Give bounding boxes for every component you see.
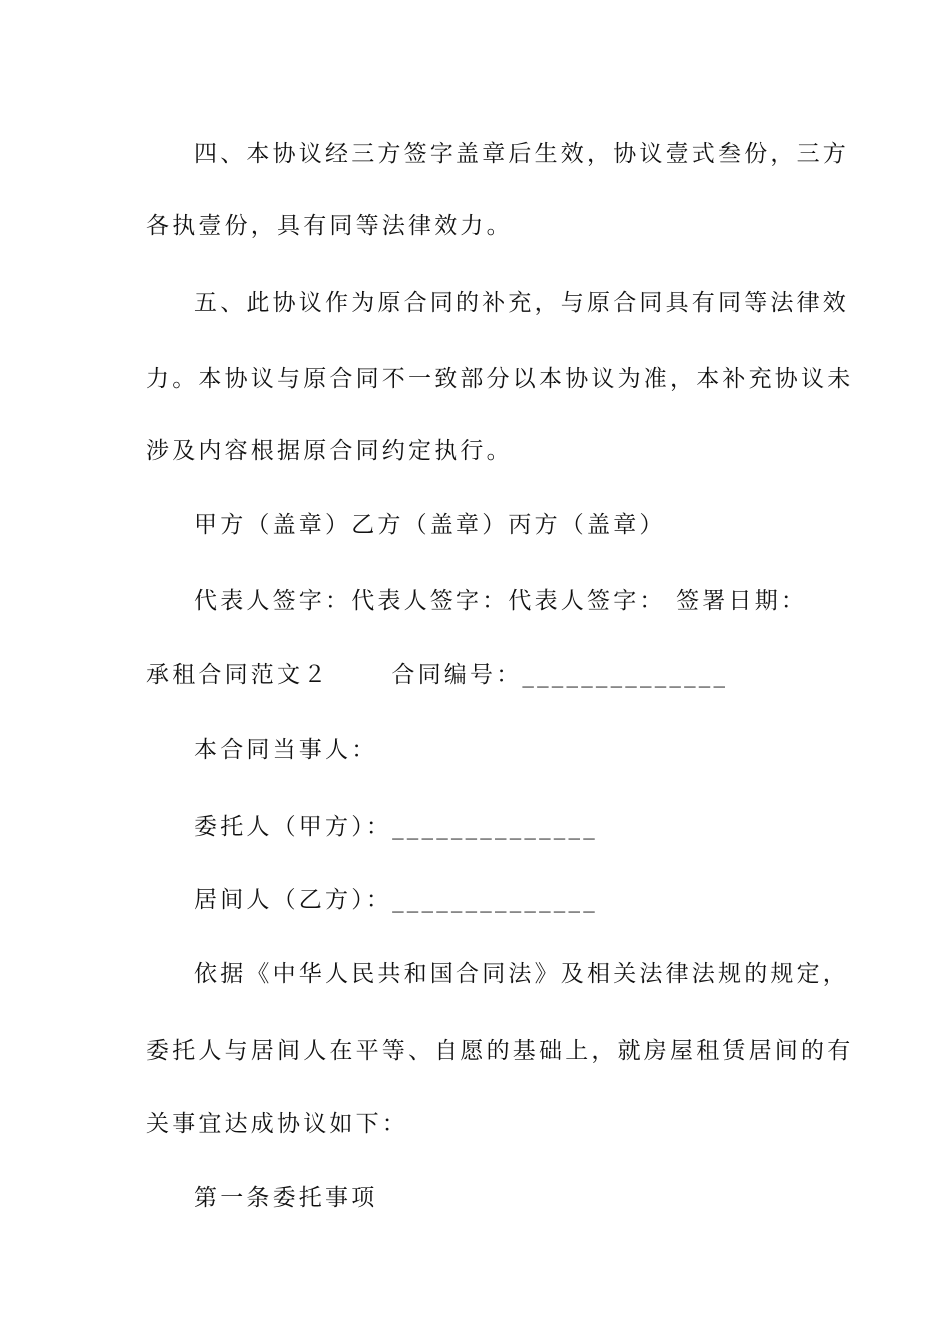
contract-number-blank: ______________ — [522, 662, 729, 688]
principal-blank: ______________ — [392, 814, 598, 840]
party-seals-line: 甲方（盖章）乙方（盖章）丙方（盖章） — [194, 512, 666, 538]
contract-title-line — [146, 660, 806, 690]
principal-line — [194, 812, 854, 842]
article-1-heading: 第一条委托事项 — [194, 1185, 378, 1211]
signatures-line: 代表人签字：代表人签字：代表人签字： 签署日期： — [194, 588, 808, 614]
clause-5-line-1: 五、此协议作为原合同的补充，与原合同具有同等法律效 — [194, 290, 849, 316]
parties-heading: 本合同当事人： — [194, 737, 378, 763]
preamble-line-3: 关事宜达成协议如下： — [146, 1111, 408, 1137]
contract-title: 承租合同范文２ — [146, 662, 330, 688]
preamble-line-2: 委托人与居间人在平等、自愿的基础上，就房屋租赁居间的有 — [146, 1038, 854, 1064]
intermediary-blank: ______________ — [392, 887, 598, 913]
clause-5-line-3: 涉及内容根据原合同约定执行。 — [146, 438, 513, 464]
clause-5-line-2: 力。本协议与原合同不一致部分以本协议为准，本补充协议未 — [146, 366, 854, 392]
intermediary-line — [194, 885, 854, 915]
clause-4-line-2: 各执壹份，具有同等法律效力。 — [146, 213, 513, 239]
preamble-line-1: 依据《中华人民共和国合同法》及相关法律法规的规定， — [194, 961, 849, 987]
clause-4-line-1: 四、本协议经三方签字盖章后生效，协议壹式叁份，三方 — [194, 141, 849, 167]
contract-number-label: 合同编号： — [391, 662, 523, 688]
intermediary-label: 居间人（乙方）： — [194, 887, 393, 913]
principal-label: 委托人（甲方）： — [194, 814, 393, 840]
